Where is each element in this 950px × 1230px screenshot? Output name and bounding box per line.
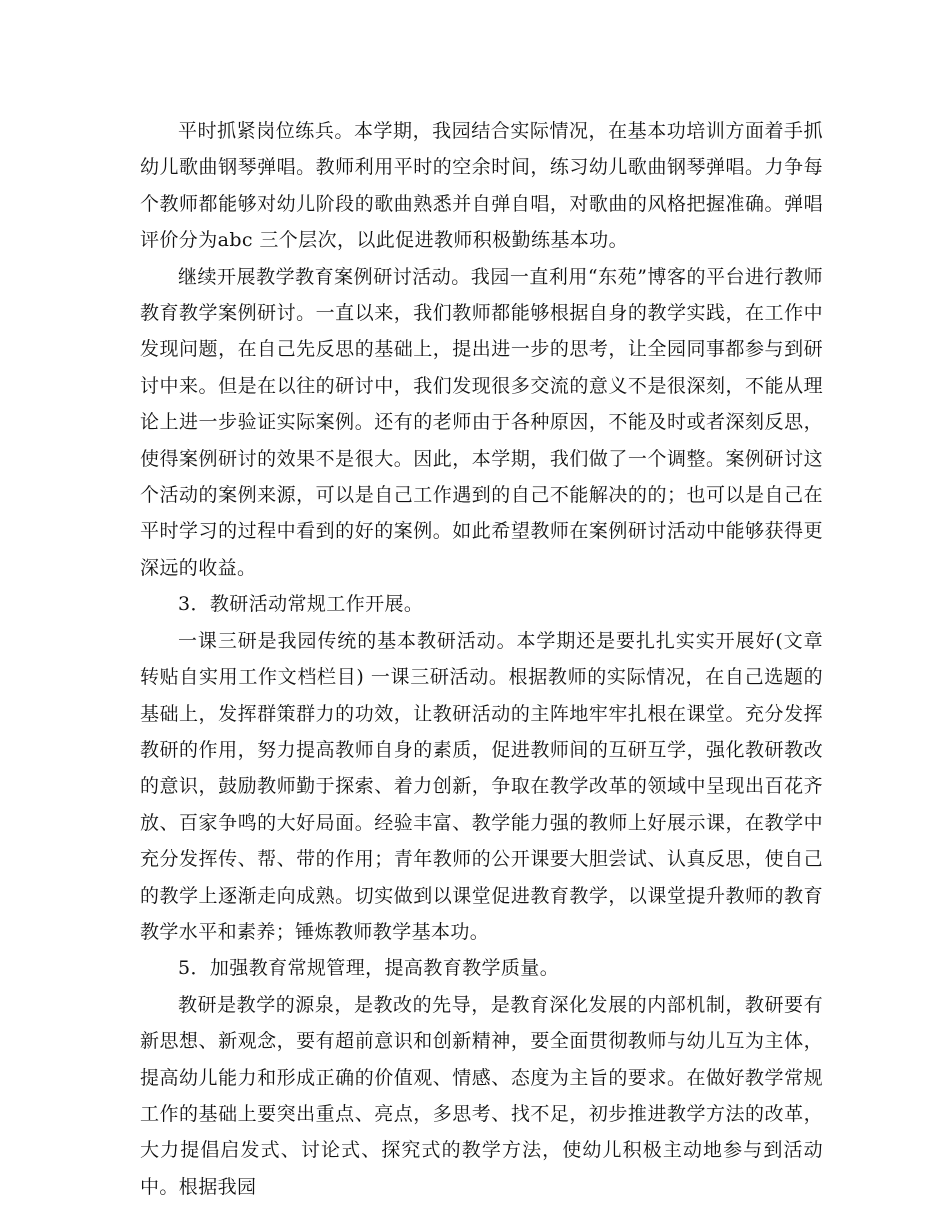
heading-routine-management: 5．加强教育常规管理，提高教育教学质量。 bbox=[178, 957, 560, 980]
paragraph-one-lesson-three-studies: 一课三研是我园传统的基本教研活动。本学期还是要扎扎实实开展好(文章转贴自实用工作文档栏目) 一课三研活动。根据教师的实际情况，在自己选题的基础上，发挥群策群力的功效，让教研活动的主阵地牢牢扎根在课堂。充分发挥教研的作用，努力提高教师自身的素质，促进教师间的互研互学，强化教研教改的意识，鼓励教师勤于探索、着力创新，争取在教学改革的领域中呈现出百花齐放、百家争鸣的大好局面。经验丰富、教学能力强的教师上好展示课，在教学中充分发挥传、帮、带的作用；青年教师的公开课要大胆尝试、认真反思，使自己的教学上逐渐走向成熟。切实做到以课堂促进教育教学，以课堂提升教师的教育教学水平和素养；锤炼教师教学基本功。 bbox=[140, 629, 823, 943]
paragraph-skill-training: 平时抓紧岗位练兵。本学期，我园结合实际情况，在基本功培训方面着手抓幼儿歌曲钢琴弹唱。教师利用平时的空余时间，练习幼儿歌曲钢琴弹唱。力争每个教师都能够对幼儿阶段的歌曲熟悉并自弹自唱，对歌曲的风格把握准确。弹唱评价分为abc 三个层次，以此促进教师积极勤练基本功。 bbox=[140, 120, 823, 252]
paragraph-case-study: 继续开展教学教育案例研讨活动。我园一直利用“东苑”博客的平台进行教师教育教学案例研讨。一直以来，我们教师都能够根据自身的教学实践，在工作中发现问题，在自己先反思的基础上，提出进一步的思考，让全园同事都参与到研讨中来。但是在以往的研讨中，我们发现很多交流的意义不是很深刻，不能从理论上进一步验证实际案例。还有的老师由于各种原因，不能及时或者深刻反思，使得案例研讨的效果不是很大。因此，本学期，我们做了一个调整。案例研讨这个活动的案例来源，可以是自己工作遇到的自己不能解决的的；也可以是自己在平时学习的过程中看到的好的案例。如此希望教师在案例研讨活动中能够获得更深远的收益。 bbox=[140, 265, 823, 579]
document-body bbox=[140, 113, 823, 1205]
heading-routine-research: 3．教研活动常规工作开展。 bbox=[178, 593, 424, 616]
paragraph-teaching-research: 教研是教学的源泉，是教改的先导，是教育深化发展的内部机制，教研要有新思想、新观念，要有超前意识和创新精神，要全面贯彻教师与幼儿互为主体，提高幼儿能力和形成正确的价值观、情感、态度为主旨的要求。在做好教学常规工作的基础上要突出重点、亮点，多思考、找不足，初步推进教学方法的改革，大力提倡启发式、讨论式、探究式的教学方法，使幼儿积极主动地参与到活动中。根据我园 bbox=[140, 993, 823, 1198]
